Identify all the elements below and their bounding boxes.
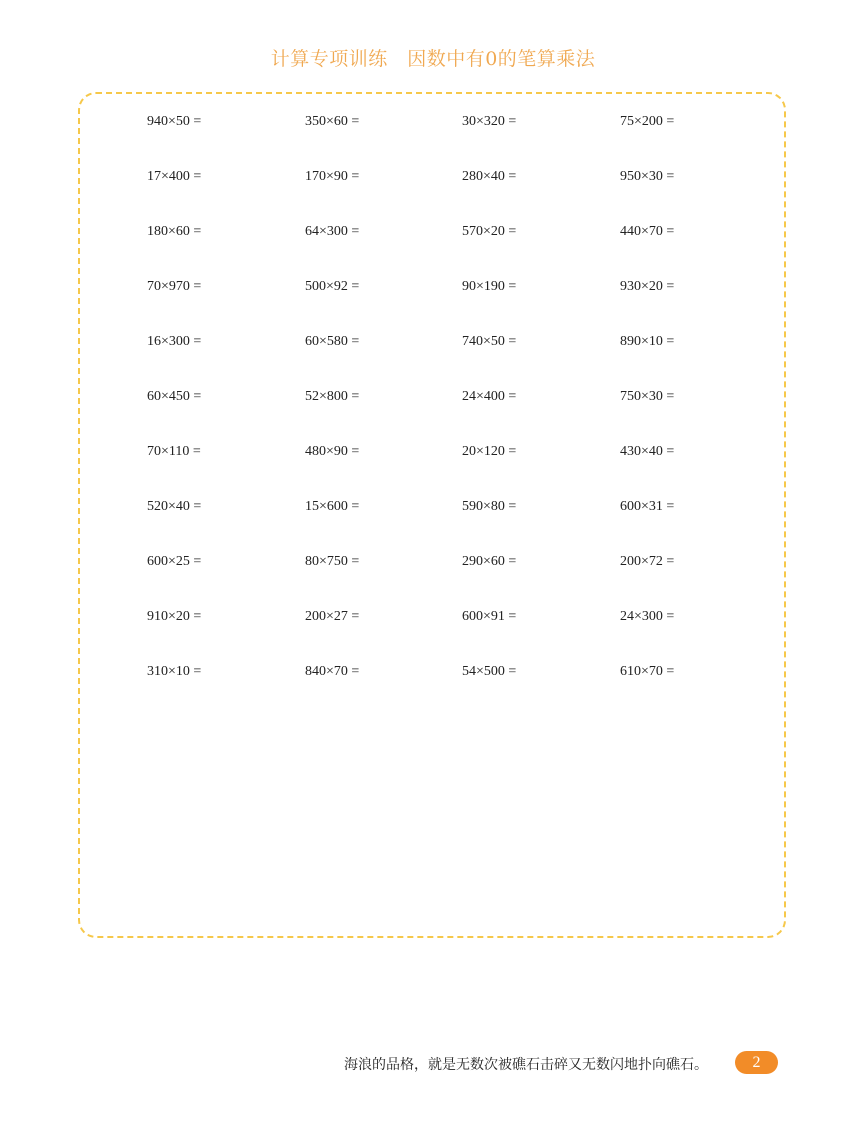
math-problem: 52×800 =: [305, 389, 360, 404]
math-problem: 17×400 =: [147, 169, 202, 184]
math-problem: 280×40 =: [462, 169, 517, 184]
math-problem: 890×10 =: [620, 334, 675, 349]
page-number-badge: 2: [735, 1051, 778, 1074]
math-problem: 750×30 =: [620, 389, 675, 404]
math-problem: 70×110 =: [147, 444, 201, 459]
math-problem: 600×91 =: [462, 609, 517, 624]
math-problem: 950×30 =: [620, 169, 675, 184]
math-problem: 24×400 =: [462, 389, 517, 404]
math-problem: 60×450 =: [147, 389, 202, 404]
math-problem: 600×25 =: [147, 554, 202, 569]
math-problem: 64×300 =: [305, 224, 360, 239]
math-problem: 840×70 =: [305, 664, 360, 679]
math-problem: 520×40 =: [147, 499, 202, 514]
math-problem: 200×72 =: [620, 554, 675, 569]
math-problem: 20×120 =: [462, 444, 517, 459]
math-problem: 600×31 =: [620, 499, 675, 514]
math-problem: 60×580 =: [305, 334, 360, 349]
math-problem: 350×60 =: [305, 114, 360, 129]
math-problem: 610×70 =: [620, 664, 675, 679]
math-problem: 910×20 =: [147, 609, 202, 624]
math-problem: 290×60 =: [462, 554, 517, 569]
math-problem: 80×750 =: [305, 554, 360, 569]
math-problem: 930×20 =: [620, 279, 675, 294]
math-problem: 16×300 =: [147, 334, 202, 349]
math-problem: 90×190 =: [462, 279, 517, 294]
math-problem: 180×60 =: [147, 224, 202, 239]
footer-quote: 海浪的品格，就是无数次被礁石击碎又无数闪地扑向礁石。: [344, 1057, 708, 1073]
math-problem: 500×92 =: [305, 279, 360, 294]
math-problem: 440×70 =: [620, 224, 675, 239]
math-problem: 570×20 =: [462, 224, 517, 239]
math-problem: 200×27 =: [305, 609, 360, 624]
math-problem: 24×300 =: [620, 609, 675, 624]
problem-box: [78, 92, 786, 938]
math-problem: 430×40 =: [620, 444, 675, 459]
math-problem: 70×970 =: [147, 279, 202, 294]
math-problem: 940×50 =: [147, 114, 202, 129]
math-problem: 310×10 =: [147, 664, 202, 679]
math-problem: 75×200 =: [620, 114, 675, 129]
math-problem: 480×90 =: [305, 444, 360, 459]
math-problem: 30×320 =: [462, 114, 517, 129]
math-problem: 54×500 =: [462, 664, 517, 679]
page-title: 计算专项训练 因数中有0的笔算乘法: [270, 48, 596, 70]
math-problem: 590×80 =: [462, 499, 517, 514]
math-problem: 15×600 =: [305, 499, 360, 514]
math-problem: 170×90 =: [305, 169, 360, 184]
math-problem: 740×50 =: [462, 334, 517, 349]
